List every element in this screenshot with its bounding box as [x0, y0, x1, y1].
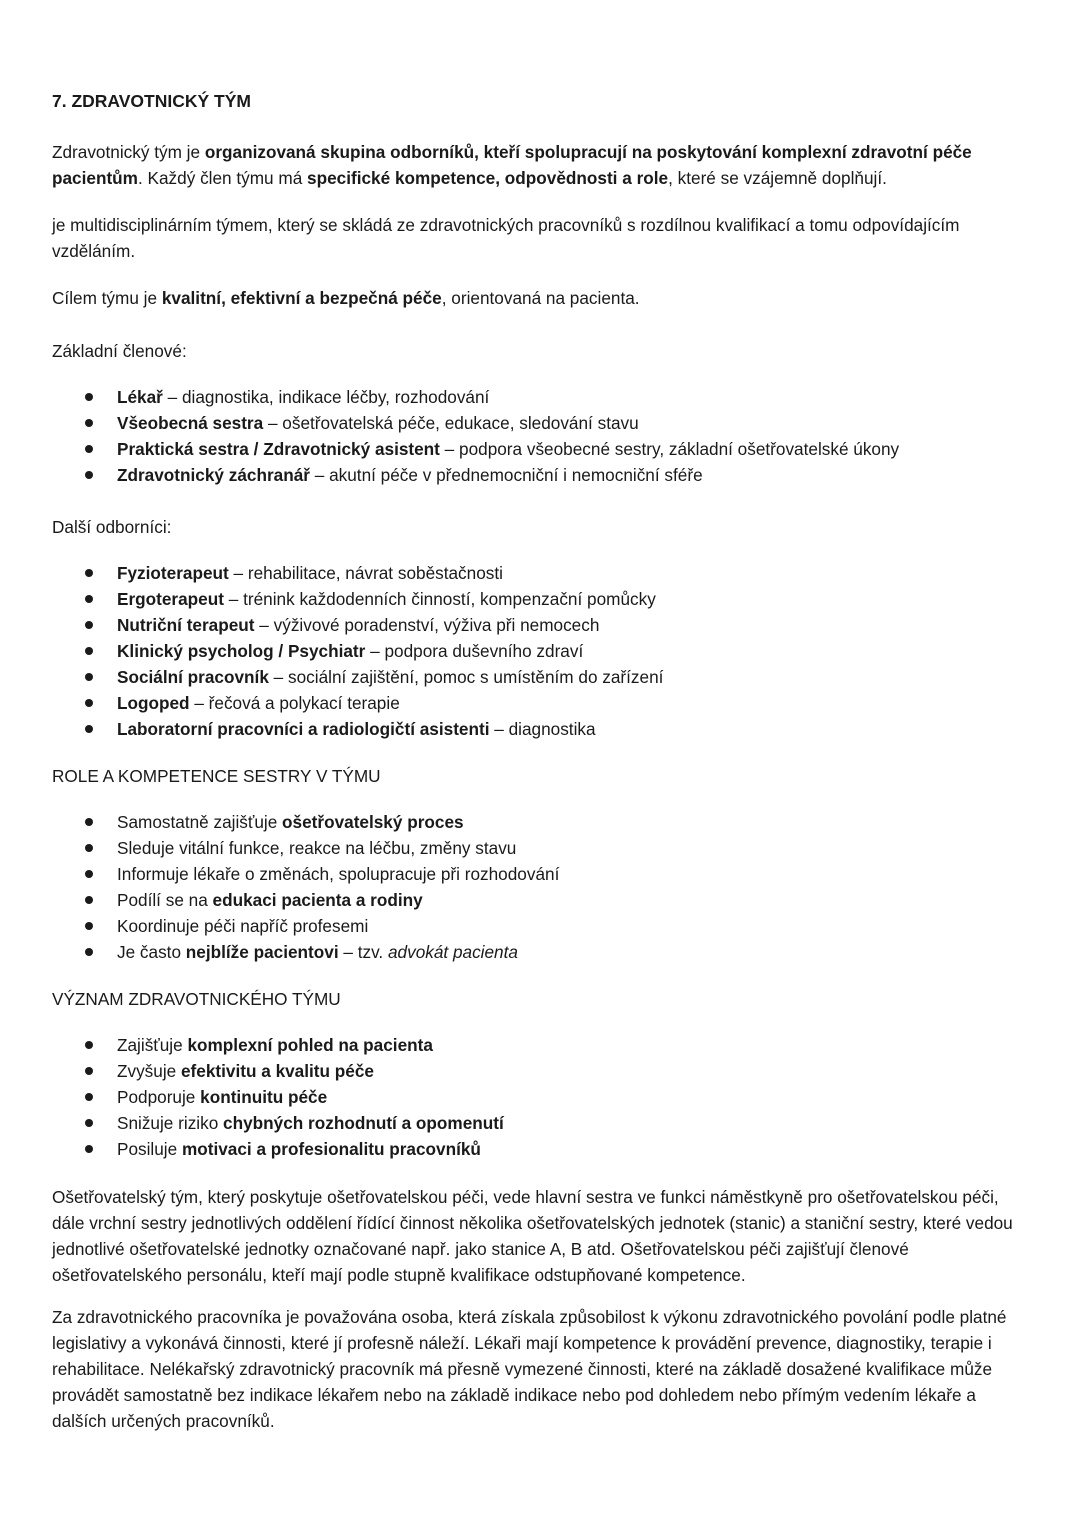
page-title: 7. ZDRAVOTNICKÝ TÝM: [52, 91, 251, 111]
intro-text: Zdravotnický tým je: [52, 142, 205, 162]
list-item: [52, 861, 1028, 887]
list-item: [52, 436, 1028, 462]
bullet-icon: [85, 870, 93, 878]
bullet-icon: [85, 419, 93, 427]
other-experts-list: [52, 560, 1028, 742]
importance-heading: VÝZNAM ZDRAVOTNICKÉHO TÝMU: [52, 989, 341, 1009]
list-item: [52, 384, 1028, 410]
expert-role: Klinický psycholog / Psychiatr: [117, 641, 366, 661]
core-members-list: [52, 384, 1028, 488]
list-item: [52, 1136, 1028, 1162]
item-text: Zvyšuje: [117, 1061, 181, 1081]
multidisciplinary-paragraph: je multidisciplinárním týmem, který se skládá ze zdravotnických pracovníků s rozdílnou kvalifikací a tomu odpovídajícím vzděláním.: [52, 215, 960, 261]
bullet-icon: [85, 1041, 93, 1049]
importance-list: [52, 1032, 1028, 1162]
member-role: Všeobecná sestra: [117, 413, 264, 433]
bullet-icon: [85, 595, 93, 603]
list-item: [52, 913, 1028, 939]
item-italic-text: advokát pacienta: [387, 942, 518, 962]
bullet-icon: [85, 1145, 93, 1153]
list-item: [52, 638, 1028, 664]
item-text: Podporuje: [117, 1087, 201, 1107]
item-text: Samostatně zajišťuje: [117, 812, 283, 832]
bullet-icon: [85, 673, 93, 681]
bullet-icon: [85, 844, 93, 852]
item-text: Koordinuje péči napříč profesemi: [117, 916, 369, 936]
intro-paragraph: [52, 139, 1028, 191]
expert-desc: – řečová a polykací terapie: [189, 693, 400, 713]
item-bold-text: nejblíže pacientovi: [185, 942, 339, 962]
item-text: Sleduje vitální funkce, reakce na léčbu, změny stavu: [117, 838, 517, 858]
nurse-role-heading: ROLE A KOMPETENCE SESTRY V TÝMU: [52, 766, 381, 786]
list-item: [52, 586, 1028, 612]
expert-desc: – výživové poradenství, výživa při nemocech: [254, 615, 600, 635]
expert-role: Ergoterapeut: [117, 589, 224, 609]
item-bold-text: edukaci pacienta a rodiny: [212, 890, 423, 910]
list-item: [52, 1032, 1028, 1058]
item-text: Je často: [117, 942, 186, 962]
expert-desc: – sociální zajištění, pomoc s umístěním do zařízení: [268, 667, 664, 687]
item-text: Podílí se na: [117, 890, 213, 910]
list-item: [52, 612, 1028, 638]
core-members-label: Základní členové:: [52, 341, 187, 361]
list-item: [52, 690, 1028, 716]
health-worker-paragraph: Za zdravotnického pracovníka je považována osoba, která získala způsobilost k výkonu zdravotnického povolání podle platné legislativy a vykonává činnosti, které jí profesně náleží. Lékaři mají kompetence k provádění prevence, diagnostiky, terapie i rehabilitace. Nelékařský zdravotnický pracovník má přesně vymezené činnosti, které na základě dosažené kvalifikace může provádět samostatně bez indikace lékařem nebo na základě indikace nebo pod dohledem nebo přímým vedením lékaře a dalších určených pracovníků.: [52, 1307, 1007, 1431]
expert-role: Logoped: [117, 693, 190, 713]
member-role: Zdravotnický záchranář: [117, 465, 310, 485]
bullet-icon: [85, 445, 93, 453]
list-item: [52, 560, 1028, 586]
expert-role: Nutriční terapeut: [117, 615, 255, 635]
item-text: Posiluje: [117, 1139, 182, 1159]
expert-role: Fyzioterapeut: [117, 563, 229, 583]
bullet-icon: [85, 818, 93, 826]
intro-bold-text: organizovaná skupina odborníků, kteří spolupracují na poskytování komplexní zdravotní péče pacientům: [52, 142, 972, 188]
item-bold-text: motivaci a profesionalitu pracovníků: [181, 1139, 481, 1159]
bullet-icon: [85, 621, 93, 629]
expert-desc: – trénink každodenních činností, kompenzační pomůcky: [223, 589, 656, 609]
member-desc: – akutní péče v přednemocniční i nemocniční sféře: [309, 465, 703, 485]
member-role: Praktická sestra / Zdravotnický asistent: [117, 439, 440, 459]
expert-desc: – podpora duševního zdraví: [365, 641, 584, 661]
list-item: [52, 939, 1028, 965]
bullet-icon: [85, 725, 93, 733]
expert-desc: – rehabilitace, návrat soběstačnosti: [228, 563, 503, 583]
item-text: Informuje lékaře o změnách, spolupracuje při rozhodování: [117, 864, 560, 884]
goal-text: , orientovaná na pacienta.: [441, 288, 640, 308]
item-bold-text: chybných rozhodnutí a opomenutí: [223, 1113, 504, 1133]
nursing-team-paragraph: Ošetřovatelský tým, který poskytuje ošetřovatelskou péči, vede hlavní sestra ve funkci náměstkyně pro ošetřovatelskou péči, dále vrchní sestry jednotlivých oddělení řídící činnost několika ošetřovatelských jednotek (stanic) a staniční sestry, které vedou jednotlivé ošetřovatelské jednotky označované např. jako stanice A, B atd. Ošetřovatelskou péči zajišťují členové ošetřovatelského personálu, kteří mají podle stupně kvalifikace odstupňované kompetence.: [52, 1187, 1013, 1285]
nurse-role-list: [52, 809, 1028, 965]
member-desc: – ošetřovatelská péče, edukace, sledování stavu: [263, 413, 639, 433]
bullet-icon: [85, 1093, 93, 1101]
list-item: [52, 1058, 1028, 1084]
bullet-icon: [85, 471, 93, 479]
expert-role: Sociální pracovník: [117, 667, 269, 687]
item-bold-text: kontinuitu péče: [200, 1087, 328, 1107]
bullet-icon: [85, 393, 93, 401]
goal-bold-text: kvalitní, efektivní a bezpečná péče: [161, 288, 442, 308]
list-item: [52, 664, 1028, 690]
item-text: – tzv.: [338, 942, 388, 962]
list-item: [52, 1110, 1028, 1136]
item-bold-text: komplexní pohled na pacienta: [187, 1035, 433, 1055]
goal-text: Cílem týmu je: [52, 288, 162, 308]
bullet-icon: [85, 1067, 93, 1075]
list-item: [52, 462, 1028, 488]
member-desc: – podpora všeobecné sestry, základní ošetřovatelské úkony: [439, 439, 900, 459]
intro-bold-text: specifické kompetence, odpovědnosti a role: [307, 168, 669, 188]
expert-desc: – diagnostika: [489, 719, 596, 739]
intro-text: , které se vzájemně doplňují.: [668, 168, 887, 188]
item-bold-text: efektivitu a kvalitu péče: [181, 1061, 374, 1081]
item-text: Snižuje riziko: [117, 1113, 224, 1133]
bullet-icon: [85, 948, 93, 956]
list-item: [52, 835, 1028, 861]
member-desc: – diagnostika, indikace léčby, rozhodování: [162, 387, 490, 407]
intro-text: . Každý člen týmu má: [137, 168, 308, 188]
bullet-icon: [85, 699, 93, 707]
member-role: Lékař: [117, 387, 163, 407]
goal-paragraph: [52, 285, 1028, 311]
bullet-icon: [85, 647, 93, 655]
item-text: Zajišťuje: [117, 1035, 188, 1055]
bullet-icon: [85, 1119, 93, 1127]
item-bold-text: ošetřovatelský proces: [282, 812, 464, 832]
list-item: [52, 809, 1028, 835]
bullet-icon: [85, 896, 93, 904]
list-item: [52, 887, 1028, 913]
bullet-icon: [85, 569, 93, 577]
list-item: [52, 1084, 1028, 1110]
bullet-icon: [85, 922, 93, 930]
expert-role: Laboratorní pracovníci a radiologičtí asistenti: [117, 719, 490, 739]
other-experts-label: Další odborníci:: [52, 517, 172, 537]
list-item: [52, 716, 1028, 742]
list-item: [52, 410, 1028, 436]
